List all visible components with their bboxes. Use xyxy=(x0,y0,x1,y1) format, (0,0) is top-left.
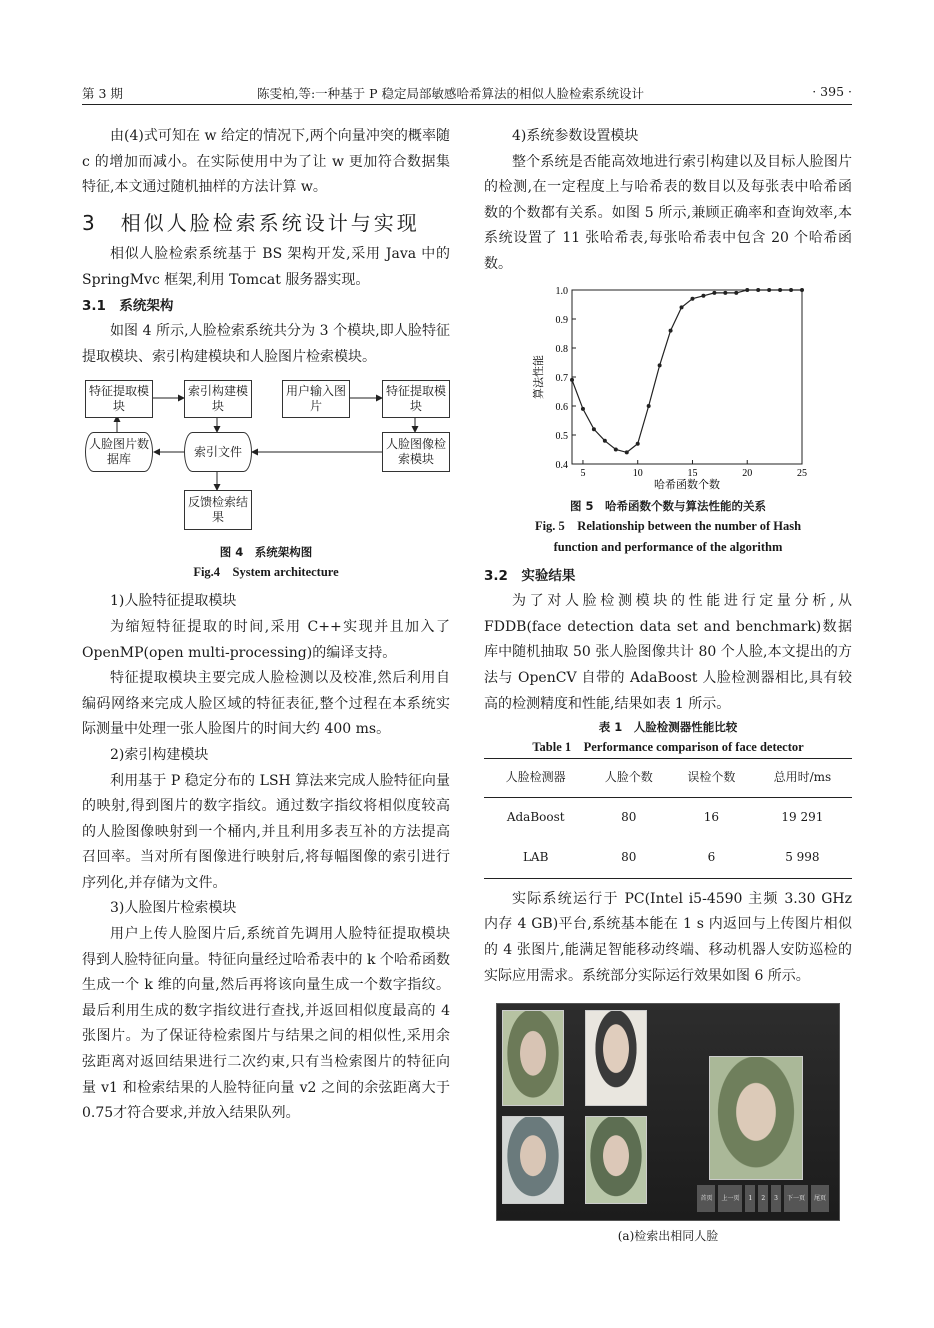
box-feature-extract-1: 特征提取模块 xyxy=(85,380,153,418)
paragraph: 实际系统运行于 PC(Intel i5-4590 主频 3.30 GHz 内存 4 GB)平台,系统基本能在 1 s 内返回与上传图片相似的 4 张图片,能满足智能移动终端、移动机器人安防巡检的实际应用需求。系统部分实际运行效果如图 6 所示。 xyxy=(484,890,852,984)
data-point xyxy=(581,406,585,410)
running-title: 陈雯柏,等:一种基于 P 稳定局部敏感哈希算法的相似人脸检索系统设计 xyxy=(257,86,645,101)
data-point xyxy=(614,447,618,451)
table-cell: 5 998 xyxy=(753,838,852,879)
x-tick-label: 25 xyxy=(797,467,807,479)
plot-frame xyxy=(572,290,802,464)
table-header-cell: 人脸检测器 xyxy=(484,759,587,798)
left-column xyxy=(82,124,450,1127)
figure-5-caption-en-1: Fig. 5 Relationship between the number of Hash xyxy=(534,518,802,533)
figure-4-caption-cn: 图 4 系统架构图 xyxy=(219,545,313,560)
box-feedback-results: 反馈检索结果 xyxy=(184,490,252,530)
subsection-heading: 3.1 系统架构 xyxy=(82,297,174,314)
data-point xyxy=(603,438,607,442)
figure-6-screenshot xyxy=(496,1003,840,1221)
table-cell: LAB xyxy=(484,838,587,879)
y-tick-label: 0.6 xyxy=(555,401,568,413)
header-rule xyxy=(82,104,852,105)
paragraph: 为缩短特征提取的时间,采用 C++实现并且加入了 OpenMP(open multi-processing)的编译支持。 xyxy=(82,618,450,661)
data-point xyxy=(789,288,793,292)
x-tick-label: 10 xyxy=(632,467,643,479)
module-3-title: 3)人脸图片检索模块 xyxy=(110,900,237,917)
y-tick-label: 0.7 xyxy=(555,372,568,384)
table-cell: AdaBoost xyxy=(506,809,565,824)
figure-4 xyxy=(82,380,450,538)
data-point xyxy=(690,296,694,300)
paragraph: 用户上传人脸图片后,系统首先调用人脸特征提取模块得到人脸特征向量。特征向量经过哈希表中的 k 个哈希函数生成一个 k 维的向量,然后再将该向量生成一个数字指纹。最后利用生成的数字指纹进行查找,并返回相似度最高的 4 张图片。为了保证待检索图片与结果之间的相似性,采用余弦距离对返回结果进行二次约束,只有当检索图片的特征向量 v1 和检索结果的人脸特征向量 v2 之间的余弦距离大于0.75才符合要求,并放入结果队列。 xyxy=(82,926,450,1122)
table-row xyxy=(484,797,852,838)
result-face-photo xyxy=(502,1116,564,1204)
table-1-caption-cn: 表 1 人脸检测器性能比较 xyxy=(598,720,738,735)
y-tick-label: 0.9 xyxy=(555,314,568,326)
prev-page-button[interactable]: 上一页 xyxy=(718,1185,742,1213)
table-cell: 16 xyxy=(703,809,720,824)
query-face-photo xyxy=(709,1056,803,1180)
result-face-photo xyxy=(502,1010,564,1106)
page-2-button[interactable]: 2 xyxy=(758,1185,768,1213)
x-axis-label: 哈希函数个数 xyxy=(654,478,720,491)
page-1-button[interactable]: 1 xyxy=(745,1185,755,1213)
figure-5-chart xyxy=(484,282,852,494)
result-face-photo xyxy=(585,1010,647,1106)
pagination-bar xyxy=(697,1185,829,1213)
paragraph: 利用基于 P 稳定分布的 LSH 算法来完成人脸特征向量的映射,得到图片的数字指纹。通过数字指纹将相似度较高的人脸图像映射到一个桶内,并且利用多表互补的方法提高召回率。当对所有图像进行映射后,将每幅图像的索引进行序列化,并存储为文件。 xyxy=(82,772,450,891)
table-1-caption-en: Table 1 Performance comparison of face detector xyxy=(532,740,804,755)
page-number: · 395 · xyxy=(812,84,852,99)
y-tick-label: 0.5 xyxy=(555,430,568,442)
first-page-button[interactable]: 首页 xyxy=(697,1185,715,1213)
last-page-button[interactable]: 尾页 xyxy=(811,1185,829,1213)
y-tick-label: 1.0 xyxy=(555,285,568,297)
data-point xyxy=(658,363,662,367)
table-1 xyxy=(484,758,852,879)
box-face-database: 人脸图片数据库 xyxy=(85,432,153,472)
paragraph: 如图 4 所示,人脸检索系统共分为 3 个模块,即人脸特征提取模块、索引构建模块和人脸图片检索模块。 xyxy=(82,323,450,365)
data-point xyxy=(778,288,782,292)
paragraph: 相似人脸检索系统基于 BS 架构开发,采用 Java 中的 SpringMvc 框架,利用 Tomcat 服务器实现。 xyxy=(82,246,450,288)
figure-5-caption-en-2: function and performance of the algorithm xyxy=(553,539,783,554)
figure-5-caption-cn: 图 5 哈希函数个数与算法性能的关系 xyxy=(569,498,766,513)
result-face-photo xyxy=(585,1116,647,1204)
x-tick-label: 20 xyxy=(742,467,753,479)
data-point xyxy=(701,293,705,297)
figure-4-caption-en: Fig.4 System architecture xyxy=(193,565,339,580)
paragraph: 为了对人脸检测模块的性能进行定量分析,从 FDDB(face detection data set and benchmark)数据库中随机抽取 50 张人脸图像共计 80 个人脸,本文提出的方法与 OpenCV 自带的 AdaBoost 人脸检测器相比,具有较高的检测精度和性能,结果如表 1 所示。 xyxy=(484,593,852,712)
paragraph: 由(4)式可知在 w 给定的情况下,两个向量冲突的概率随 c 的增加而减小。在实际使用中为了让 w 更加符合数据集特征,本文通过随机抽样的方法计算 w。 xyxy=(82,128,450,196)
box-feature-extract-2: 特征提取模块 xyxy=(382,380,450,418)
y-axis-label: 算法性能 xyxy=(533,354,545,399)
module-4-title: 4)系统参数设置模块 xyxy=(512,128,639,144)
data-point xyxy=(669,328,673,332)
data-point xyxy=(570,377,574,381)
table-header-cell: 人脸个数 xyxy=(587,759,670,798)
box-user-input: 用户输入图片 xyxy=(282,380,350,418)
table-row xyxy=(484,838,852,879)
table-header-cell: 误检个数 xyxy=(670,759,753,798)
x-tick-label: 5 xyxy=(580,467,586,479)
table-header-cell: 总用时/ms xyxy=(753,759,852,798)
module-2-title: 2)索引构建模块 xyxy=(110,746,209,763)
table-header-row xyxy=(484,759,852,798)
table-cell: 80 xyxy=(621,809,637,824)
data-point xyxy=(734,290,738,294)
y-tick-label: 0.4 xyxy=(555,459,568,471)
page-3-button[interactable]: 3 xyxy=(771,1185,781,1213)
y-tick-label: 0.8 xyxy=(555,343,568,355)
box-index-build: 索引构建模块 xyxy=(184,380,252,418)
table-cell: 6 xyxy=(670,838,753,879)
data-point xyxy=(647,404,651,408)
data-point xyxy=(745,288,749,292)
box-index-file: 索引文件 xyxy=(184,432,252,472)
right-column xyxy=(484,124,852,1245)
figure-6-subcaption: (a)检索出相同人脸 xyxy=(617,1229,719,1244)
table-cell: 80 xyxy=(587,838,670,879)
data-point xyxy=(636,441,640,445)
x-tick-label: 15 xyxy=(687,467,698,479)
table-cell: 19 291 xyxy=(781,809,824,824)
data-point xyxy=(756,288,760,292)
next-page-button[interactable]: 下一页 xyxy=(784,1185,808,1213)
section-heading: 3 相似人脸检索系统设计与实现 xyxy=(82,210,420,235)
box-face-search: 人脸图像检索模块 xyxy=(382,432,450,472)
data-point xyxy=(767,288,771,292)
paragraph: 特征提取模块主要完成人脸检测以及校准,然后利用自编码网络来完成人脸区域的特征表征,整个过程在本系统实际测量中处理一张人脸图片的时间大约 400 ms。 xyxy=(82,670,450,738)
subsection-heading: 3.2 实验结果 xyxy=(484,567,576,584)
module-1-title: 1)人脸特征提取模块 xyxy=(110,593,237,610)
issue-number: 第 3 期 xyxy=(82,86,123,101)
running-header xyxy=(82,84,852,104)
data-point xyxy=(625,450,629,454)
data-point xyxy=(712,290,716,294)
data-point xyxy=(592,427,596,431)
data-point xyxy=(680,305,684,309)
data-point xyxy=(800,288,804,292)
data-point xyxy=(723,290,727,294)
series-line xyxy=(572,290,802,452)
paragraph: 整个系统是否能高效地进行索引构建以及目标人脸图片的检测,在一定程度上与哈希表的数目以及每张表中哈希函数的个数都有关系。如图 5 所示,兼顾正确率和查询效率,本系统设置了 11 张哈希表,每张哈希表中包含 20 个哈希函数。 xyxy=(484,153,852,272)
